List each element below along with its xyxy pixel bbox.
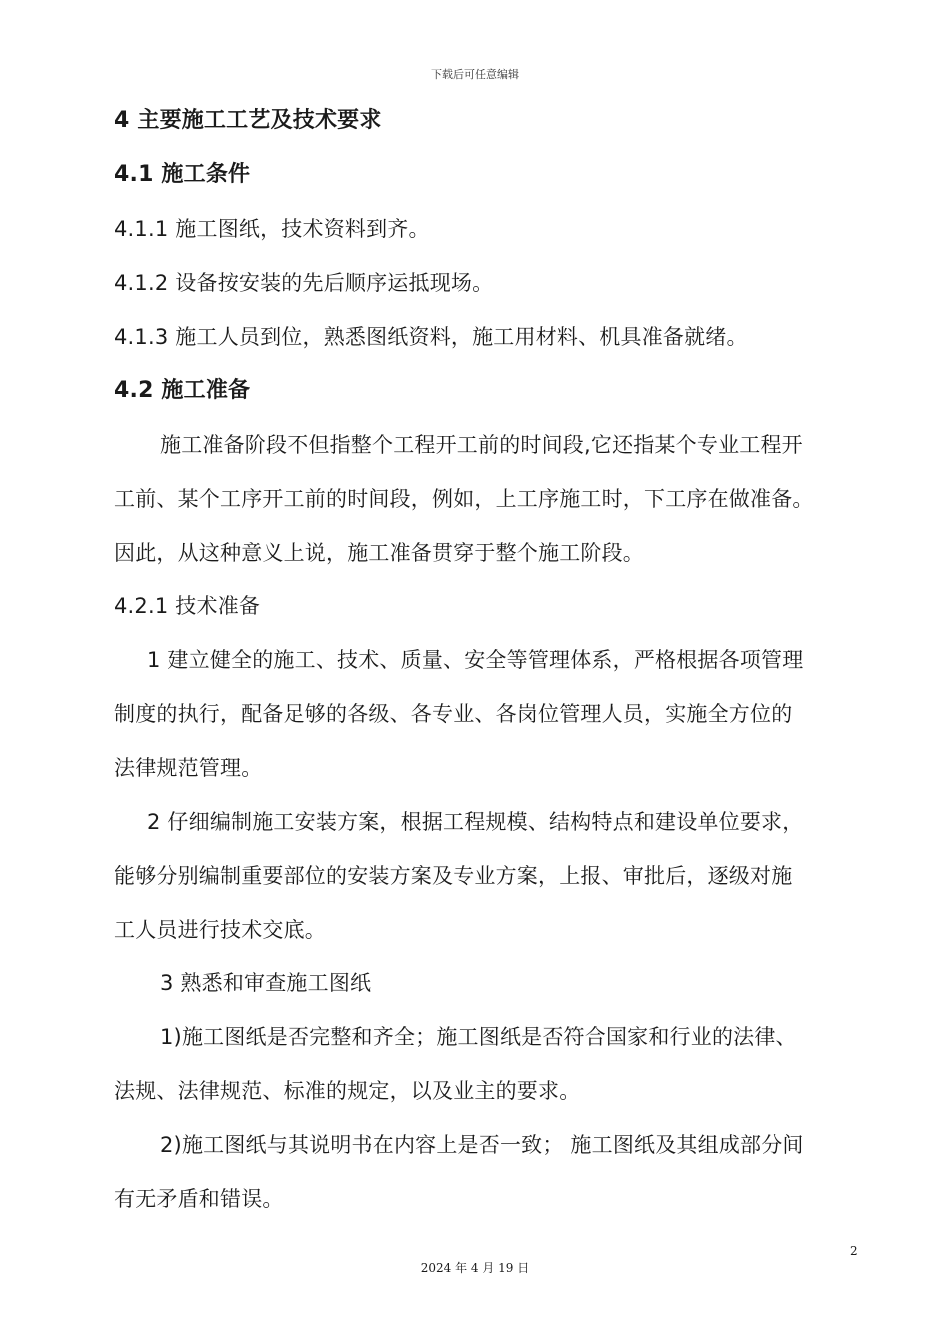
item2-line-3: 工人员进行技术交底。 [114, 918, 326, 942]
intro-line-2: 工前、某个工序开工前的时间段，例如，上工序施工时，下工序在做准备。 [114, 487, 814, 511]
paragraph-4-1-3: 4.1.3 施工人员到位，熟悉图纸资料，施工用材料、机具准备就绪。 [114, 325, 748, 349]
page-header: 下载后可任意编辑 [431, 68, 519, 81]
item1-line-3: 法律规范管理。 [114, 756, 263, 780]
section-heading-4-1: 4.1 施工条件 [114, 162, 251, 187]
page-number: 2 [850, 1244, 858, 1258]
sub1-line-2: 法规、法律规范、标准的规定，以及业主的要求。 [114, 1079, 581, 1103]
section-heading-4: 4 主要施工工艺及技术要求 [114, 108, 382, 133]
item1-line-1: 1 建立健全的施工、技术、质量、安全等管理体系，严格根据各项管理 [147, 648, 804, 672]
intro-line-1: 施工准备阶段不但指整个工程开工前的时间段,它还指某个专业工程开 [160, 433, 803, 457]
page-footer-date: 2024 年 4 月 19 日 [420, 1261, 530, 1275]
intro-line-3: 因此，从这种意义上说，施工准备贯穿于整个施工阶段。 [114, 541, 644, 565]
paragraph-4-1-2: 4.1.2 设备按安装的先后顺序运抵现场。 [114, 271, 494, 295]
sub1-line-1: 1)施工图纸是否完整和齐全；施工图纸是否符合国家和行业的法律、 [160, 1025, 797, 1049]
subsection-heading-4-2-1: 4.2.1 技术准备 [114, 594, 261, 618]
item3-heading: 3 熟悉和审查施工图纸 [160, 971, 372, 995]
item2-line-2: 能够分别编制重要部位的安装方案及专业方案，上报、审批后，逐级对施 [114, 864, 793, 888]
paragraph-4-1-1: 4.1.1 施工图纸，技术资料到齐。 [114, 217, 430, 241]
item1-line-2: 制度的执行，配备足够的各级、各专业、各岗位管理人员，实施全方位的 [114, 702, 793, 726]
section-heading-4-2: 4.2 施工准备 [114, 378, 251, 403]
sub2-line-1: 2)施工图纸与其说明书在内容上是否一致； 施工图纸及其组成部分间 [160, 1133, 804, 1157]
sub2-line-2: 有无矛盾和错误。 [114, 1187, 284, 1211]
item2-line-1: 2 仔细编制施工安装方案，根据工程规模、结构特点和建设单位要求， [147, 810, 804, 834]
